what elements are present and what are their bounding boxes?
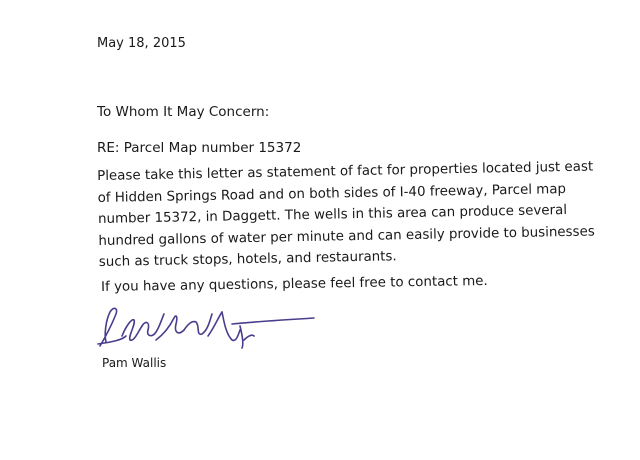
signer-name: Pam Wallis: [102, 356, 167, 370]
subject-line: RE: Parcel Map number 15372: [97, 140, 302, 156]
body-line: number 15372, in Daggett. The wells in this area can produce several: [97, 203, 568, 228]
closing-line: If you have any questions, please feel free to contact me.: [101, 273, 488, 295]
body-paragraph: [97, 158, 595, 274]
body-line: Please take this letter as statement of fact for properties located just east: [97, 159, 594, 184]
salutation: To Whom It May Concern:: [97, 104, 270, 120]
body-line: of Hidden Springs Road and on both sides of I-40 freeway, Parcel map: [97, 181, 567, 206]
letter-date: May 18, 2015: [97, 36, 186, 51]
body-line: such as truck stops, hotels, and restaurants.: [98, 249, 397, 271]
body-line: hundred gallons of water per minute and can easily provide to businesses: [98, 224, 595, 249]
handwritten-signature: [92, 296, 322, 356]
